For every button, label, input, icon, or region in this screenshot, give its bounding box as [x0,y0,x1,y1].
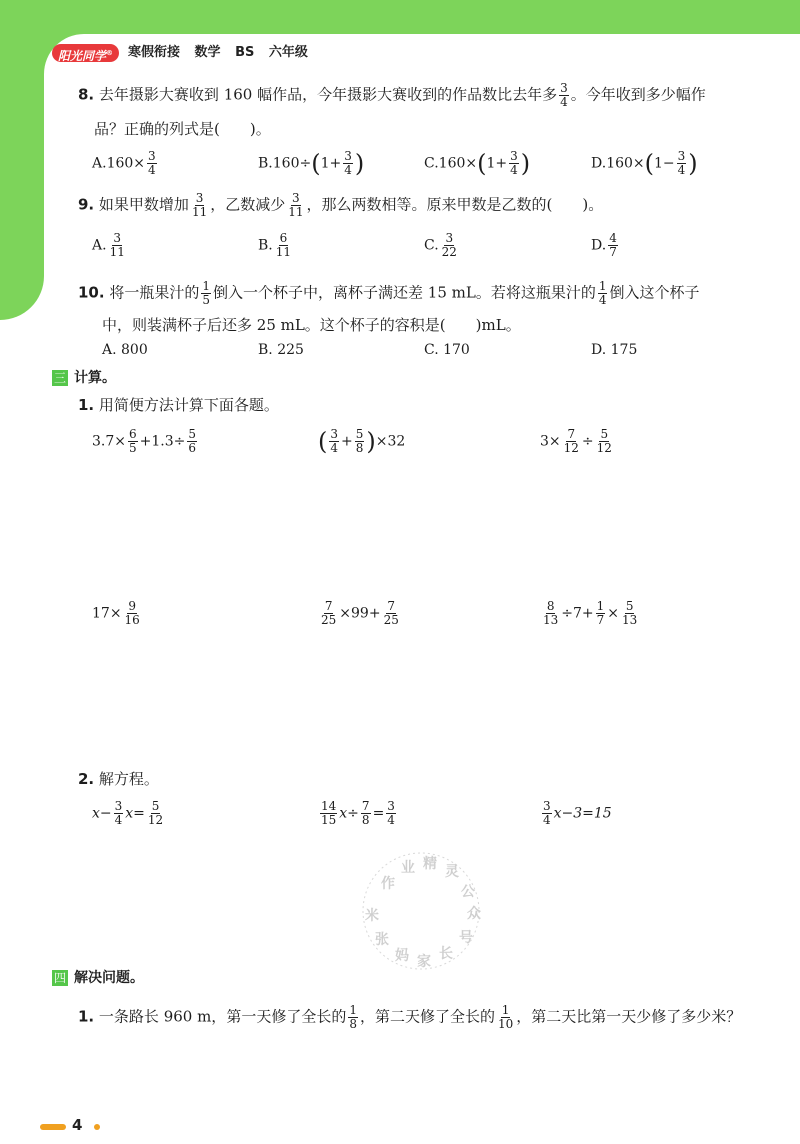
stamp-char: 号 [459,930,473,946]
problem-1 [78,1004,741,1031]
question-10-line1 [78,280,699,307]
section-4-badge: 四 [53,971,66,985]
stamp-char: 作 [381,876,395,892]
fraction: $\frac{6}{11}$ [275,231,292,259]
fraction: $\frac{9}{16}$ [124,599,140,627]
edition-label: BS [235,45,255,60]
equation-2: $\frac{14}{15}$ x÷ $\frac{7}{8}$ = $\frac{3}{4}$ [321,799,395,827]
green-side-tab [0,0,44,320]
brand-logo: 阳光同学® [52,44,119,62]
stamp-char: 家 [417,954,431,970]
question-text: 倒入一个杯子中，离杯子满还差 15 mL。若将这瓶果汁的 [213,283,596,302]
fraction: $\frac{3}{22}$ [441,231,457,259]
calc-expr-5: $\frac{7}{25}$ ×99+ $\frac{7}{25}$ [321,599,399,627]
question-text: ，那么两数相等。原来甲数是乙数的( )。 [306,195,604,214]
q9-option-d[interactable]: D. $\frac{4}{7}$ [591,231,617,259]
stamp-char: 公 [461,884,475,900]
question-text: 将一瓶果汁的 [109,283,200,302]
question-number: 1. [78,396,95,414]
q10-option-c[interactable]: C. 170 [424,342,470,358]
question-text: 解方程。 [98,770,159,788]
fraction: $\frac{4}{7}$ [609,231,617,259]
section-4-title: 解决问题。 [74,970,144,986]
fraction: $\frac{1}{5}$ [202,279,211,307]
q10-option-d[interactable]: D. 175 [591,342,638,358]
page-number: 4 [72,1116,83,1134]
question-text: 一条路长 960 m，第一天修了全长的 [98,1007,347,1026]
fraction: $\frac{5}{12}$ [596,427,612,455]
question-text: 品？正确的列式是( )。 [94,120,271,138]
question-text: ，第二天修了全长的 [359,1007,495,1026]
series-label: 寒假衔接 [128,45,181,60]
fraction: $\frac{14}{15}$ [321,799,337,827]
subject-label: 数学 [194,45,221,60]
section-3-sub1 [78,394,279,416]
fraction: $\frac{3}{4}$ [560,81,568,109]
fraction: $\frac{3}{11}$ [109,231,125,259]
fraction: $\frac{3}{4}$ [114,799,123,827]
question-number: 10. [78,283,105,302]
q9-option-a[interactable]: A. $\frac{3}{11}$ [92,231,125,259]
section-3-title: 计算。 [74,370,116,386]
fraction: $\frac{6}{5}$ [129,427,137,455]
fraction: $\frac{7}{25}$ [383,599,399,627]
calc-expr-4: 17× $\frac{9}{16}$ [92,599,140,627]
q9-option-b[interactable]: B. $\frac{6}{11}$ [258,231,292,259]
stamp-char: 妈 [395,948,409,964]
fraction: $\frac{5}{6}$ [188,427,197,455]
q8-option-d[interactable]: D.160×(1− $\frac{3}{4}$ ) [591,149,698,178]
q8-option-a[interactable]: A.160× $\frac{3}{4}$ [92,149,156,177]
fraction: $\frac{1}{10}$ [497,1003,514,1031]
stamp-char: 张 [375,932,389,948]
fraction: $\frac{5}{12}$ [147,799,164,827]
fraction: $\frac{3}{4}$ [677,149,686,177]
green-top-bar [44,0,800,34]
fraction: $\frac{3}{11}$ [288,191,304,219]
fraction: $\frac{3}{4}$ [148,149,156,177]
stamp-char: 米 [365,908,379,924]
calc-expr-3: 3× $\frac{7}{12}$ ÷ $\frac{5}{12}$ [540,427,612,455]
question-10-line2 [102,314,521,336]
stamp-char: 精 [423,856,437,872]
fraction: $\frac{3}{4}$ [510,149,518,177]
fraction: $\frac{3}{4}$ [344,149,352,177]
calc-expr-1: 3.7× $\frac{6}{5}$ +1.3÷ $\frac{5}{6}$ [92,427,197,455]
section-3-badge: 三 [53,371,66,385]
fraction: $\frac{7}{8}$ [361,799,370,827]
fraction: $\frac{5}{8}$ [355,427,364,455]
calc-expr-2: ( $\frac{3}{4}$ + $\frac{5}{8}$ )×32 [318,427,406,456]
q10-option-a[interactable]: A. 800 [102,342,148,358]
q9-option-c[interactable]: C. $\frac{3}{22}$ [424,231,457,259]
fraction: $\frac{8}{13}$ [543,599,559,627]
question-text: 用简便方法计算下面各题。 [98,396,279,414]
question-text: 中，则装满杯子后还多 25 mL。这个杯子的容积是( )mL。 [102,316,521,334]
question-text: ，乙数减少 [210,195,286,214]
stamp-char: 灵 [445,864,459,880]
stamp-char: 业 [401,860,415,876]
page-number-dot [94,1124,100,1130]
watermark-stamp [346,846,496,976]
equation-1: x− $\frac{3}{4}$ x= $\frac{5}{12}$ [92,799,164,827]
stamp-char: 长 [439,946,453,962]
fraction: $\frac{3}{4}$ [387,799,395,827]
question-text: 。今年收到多少幅作 [570,85,706,104]
fraction: $\frac{5}{13}$ [622,599,638,627]
page-number-bar [40,1124,66,1130]
fraction: $\frac{3}{4}$ [543,799,551,827]
question-8-line2 [94,118,271,140]
section-3-sub2 [78,768,159,790]
grade-label: 六年级 [268,45,308,60]
question-number: 1. [78,1007,95,1026]
fraction: $\frac{1}{4}$ [598,279,607,307]
question-9-line1 [78,192,603,219]
fraction: $\frac{1}{7}$ [596,599,605,627]
question-text: 去年摄影大赛收到 160 幅作品，今年摄影大赛收到的作品数比去年多 [98,85,558,104]
stamp-char: 众 [467,906,481,922]
book-header [128,44,318,62]
question-text: 如果甲数增加 [98,195,189,214]
question-text: ，第二天比第一天少修了多少米？ [516,1007,742,1026]
q10-option-b[interactable]: B. 225 [258,342,304,358]
fraction: $\frac{7}{12}$ [563,427,579,455]
question-number: 9. [78,195,95,214]
fraction: $\frac{7}{25}$ [321,599,337,627]
fraction: $\frac{3}{11}$ [191,191,208,219]
calc-expr-6: $\frac{8}{13}$ ÷7+ $\frac{1}{7}$ × $\frac{5}{13}$ [543,599,638,627]
question-number: 2. [78,770,95,788]
q8-option-c[interactable]: C.160×(1+ $\frac{3}{4}$ ) [424,149,531,178]
fraction: $\frac{3}{4}$ [330,427,339,455]
q8-option-b[interactable]: B.160÷(1+ $\frac{3}{4}$ ) [258,149,365,178]
equation-3: $\frac{3}{4}$ x−3=15 [543,799,612,827]
question-number: 8. [78,85,95,104]
question-text: 倒入这个杯子 [609,283,700,302]
fraction: $\frac{1}{8}$ [349,1003,357,1031]
question-8-line1 [78,82,706,109]
